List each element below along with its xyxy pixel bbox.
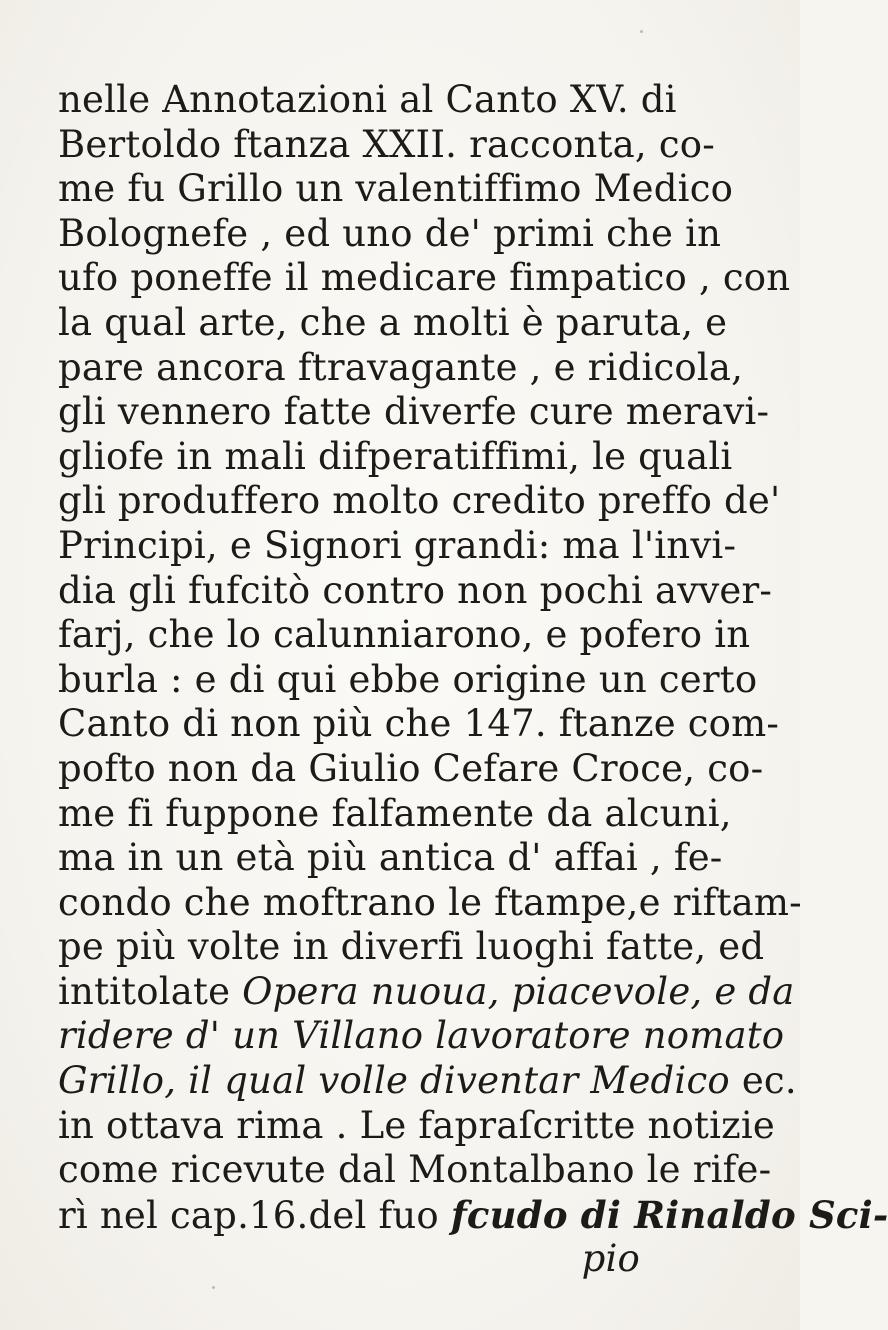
catchword: pio <box>581 1237 640 1281</box>
body-text <box>58 78 888 1282</box>
text-line-11: Principi, e Signori grandi: ma l'invi- <box>58 523 737 567</box>
text-line-22: ridere d' un Villano lavoratore nomato <box>58 1014 785 1058</box>
text-line-9: gliofe in mali difperatiffimi, le quali <box>58 434 733 478</box>
text-line-26-italic: fcudo di Rinaldo Sci- <box>450 1192 888 1237</box>
text-line-19: condo che moftrano le ftampe,e riftam- <box>58 880 802 924</box>
text-line-17: me fi fuppone falfamente da alcuni, <box>58 791 732 835</box>
text-line-21-italic: Opera nuoua, piacevole, e da <box>242 969 795 1013</box>
text-line-23 <box>58 1059 797 1104</box>
text-line-1: nelle Annotazioni al Canto XV. di <box>58 78 677 121</box>
text-line-10: gli produffero molto credito preffo de' <box>58 479 781 523</box>
text-line-23-plain: ec. <box>729 1059 797 1103</box>
text-line-14: burla : e di qui ebbe origine un certo <box>58 657 758 701</box>
text-line-4: Bolognefe , ed uno de' primi che in <box>58 211 722 255</box>
paper-speck <box>640 30 643 33</box>
text-line-15: Canto di non più che 147. ftanze com- <box>58 702 780 746</box>
paper-speck <box>212 1286 215 1289</box>
text-line-21-plain: intitolate <box>58 969 243 1013</box>
text-line-23-italic: Grillo, il qual volle diventar Medico <box>58 1059 730 1103</box>
text-line-2: Bertoldo ftanza XXII. racconta, co- <box>58 122 715 166</box>
text-line-6: la qual arte, che a molti è paruta, e <box>58 300 728 344</box>
text-line-18: ma in un età più antica d' affai , fe- <box>58 836 723 880</box>
text-line-3: me fu Grillo un valentiffimo Medico <box>58 167 734 211</box>
text-line-26-plain: rì nel cap.16.del fuo <box>58 1193 451 1237</box>
text-line-24: in ottava rima . Le fapraſcritte notizie <box>58 1103 775 1147</box>
text-line-13: farj, che lo calunniarono, e pofero in <box>58 613 751 657</box>
text-line-16: pofto non da Giulio Cefare Croce, co- <box>58 746 764 790</box>
text-line-20: pe più volte in diverfi luoghi fatte, ed <box>58 925 765 969</box>
text-line-8: gli vennero fatte diverfe cure meravi- <box>58 390 770 434</box>
text-line-7: pare ancora ftravagante , e ridicola, <box>58 345 744 389</box>
text-line-26 <box>58 1192 888 1238</box>
text-line-5: ufo poneffe il medicare fimpatico , con <box>58 256 791 300</box>
text-line-12: dia gli fufcitò contro non pochi avver- <box>58 568 773 612</box>
text-line-21 <box>58 969 795 1015</box>
text-line-25: come ricevute dal Montalbano le rife- <box>58 1148 772 1192</box>
